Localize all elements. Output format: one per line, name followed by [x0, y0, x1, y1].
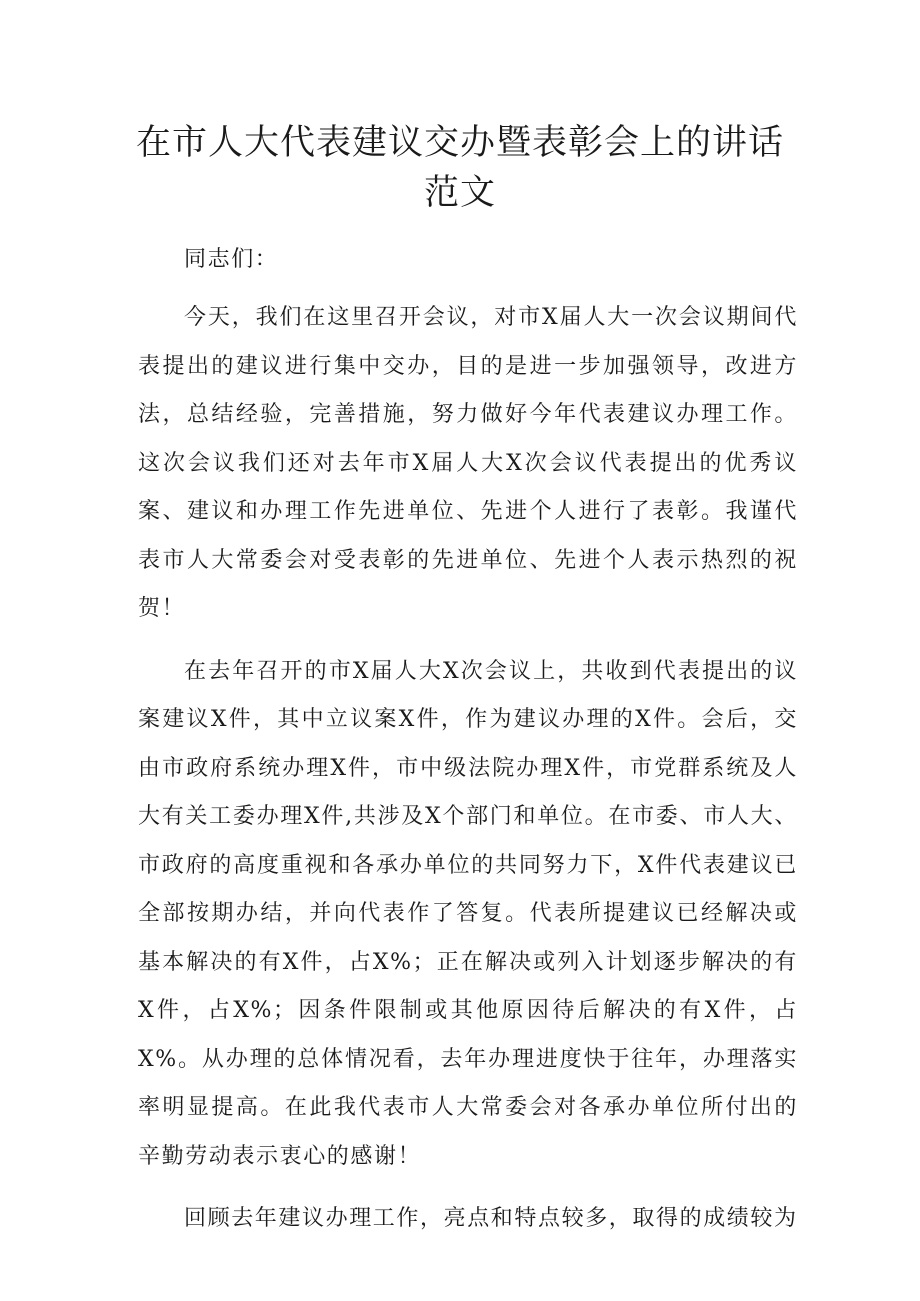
paragraph-3: 回顾去年建议办理工作，亮点和特点较多，取得的成绩较为	[184, 1206, 798, 1231]
title-line-2: 范文	[423, 173, 496, 213]
paragraph-1: 今天，我们在这里召开会议，对市X届人大一次会议期间代表提出的建议进行集中交办，目的是进一步加强领导，改进方法，总结经验，完善措施，努力做好今年代表建议办理工作。这次会议我们还对去年市X届人大X次会议代表提出的优秀议案、建议和办理工作先进单位、先进个人进行了表彰。我谨代表市人大常委会对受表彰的先进单位、先进个人表示热烈的祝贺！	[138, 305, 798, 621]
document-body	[138, 236, 798, 1244]
salutation: 同志们：	[184, 247, 279, 272]
document-title	[100, 118, 820, 218]
paragraph-2: 在去年召开的市X届人大X次会议上，共收到代表提出的议案建议X件，其中立议案X件，作为建议办理的X件。会后，交由市政府系统办理X件，市中级法院办理X件，市党群系统及人大有关工委办理X件,共涉及X个部门和单位。在市委、市人大、市政府的高度重视和各承办单位的共同努力下，X件代表建议已全部按期办结，并向代表作了答复。代表所提建议已经解决或基本解决的有X件，占X%；正在解决或列入计划逐步解决的有X件，占X%；因条件限制或其他原因待后解决的有X件，占X%。从办理的总体情况看，去年办理进度快于往年，办理落实率明显提高。在此我代表市人大常委会对各承办单位所付出的辛勤劳动表示衷心的感谢！	[138, 658, 798, 1169]
title-line-1: 在市人大代表建议交办暨表彰会上的讲话	[135, 123, 784, 163]
